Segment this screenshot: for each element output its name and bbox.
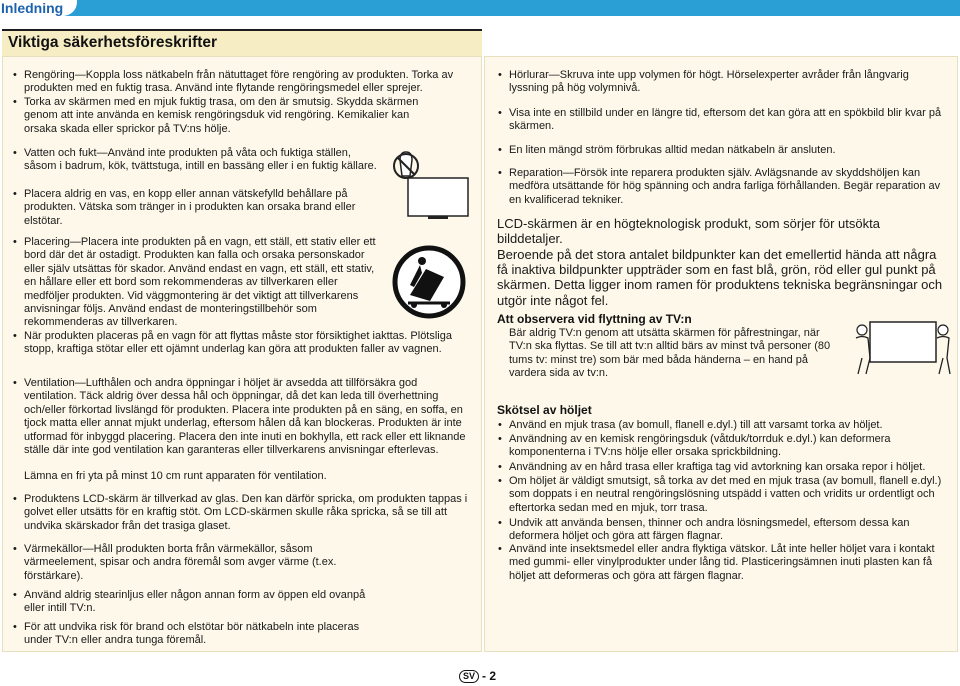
care-heading: Skötsel av höljet: [497, 403, 592, 417]
ventilation-bullet: • Ventilation—Lufthålen och andra öppningar i höljet är avsedda att tillförsäkra god ventilation. Täck aldrig över dessa hål och öppningar, då det kan leda till överhettning och/eller förkortad livslängd för produkten. Placera inte produkten på en säng, en soffa, en tjock matta eller annat mjukt underlag, eftersom hålen då kan blockeras. Produkten är inte utformad för inbyggd placering. Placera den inte inuti en bokhylla, ett rack eller ett liknande ställe där inte god ventilation kan garanteras eller tillverkarens anvisningar efterlevas.: [24, 377, 472, 457]
care-bullet-2: • Användning av en kemisk rengöringsduk (våtduk/torrduk e.dyl.) kan deformera komponenterna i TV:ns hölje eller orsaka sprickbildning.: [509, 433, 949, 460]
screen-cleaning-bullet: • Torka av skärmen med en mjuk fuktig trasa, om den är smutsig. Skydda skärmen genom att inte använda en kemisk rengöringsduk vid rengöring. Kemikalier kan orsaka skada eller sprickor på TV:ns hölje.: [24, 96, 444, 136]
page-number-text: - 2: [482, 669, 497, 683]
care-bullet-3: • Användning av en hård trasa eller kraftiga tag vid avtorkning kan orsaka repor i höljet.: [509, 461, 954, 474]
placement-bullet: • Placering—Placera inte produkten på en vagn, ett ställ, ett stativ eller ett bord där det är ostadigt. Produkten kan falla och orsaka personskador eller själv utsättas för skador. Använd endast en vagn, ett ställ, ett stativ, en hållare eller ett bord som rekommenderas av tillverkaren eller medföljer produkten. Vid väggmontering är det viktigt att tillverkarens anvisningar följs. Använd endast de monteringstillbehör som rekommenderas av tillverkaren.: [24, 236, 377, 330]
cart-warning-icon: [392, 245, 466, 319]
page-title: Inledning: [0, 0, 77, 16]
care-bullet-1: • Använd en mjuk trasa (av bomull, flanell e.dyl.) till att varsamt torka av höljet.: [509, 419, 949, 432]
still-image-bullet: • Visa inte en stillbild under en längre tid, eftersom det kan göra att en spökbild blir kvar på skärmen.: [509, 107, 949, 134]
cart-bullet: • När produkten placeras på en vagn för att flyttas måste stor försiktighet iakttas. Plötsliga stopp, kraftiga stötar eller ett ojämnt underlag kan göra att produkten faller av vagnen.: [24, 330, 472, 357]
lcd-intro: LCD-skärmen är en högteknologisk produkt, som sörjer för utsökta bilddetaljer.: [497, 216, 880, 247]
water-bullet: • Vatten och fukt—Använd inte produkten på våta och fuktiga ställen, såsom i badrum, kök, tvättstuga, intill en bassäng eller i en fuktig källare.: [24, 147, 379, 174]
cleaning-bullet: • Rengöring—Koppla loss nätkabeln från nätuttaget före rengöring av produkten. Torka av produkten med en fuktig trasa. Använd inte flytande rengöringsmedel eller sprejer.: [24, 69, 474, 96]
glass-bullet: • Produktens LCD-skärm är tillverkad av glas. Den kan därför spricka, om produkten tappas i golvet eller utsätts för en kraftig stöt. Om LCD-skärmen skulle råka spricka, så se till att undvika skärskador från det trasiga glaset.: [24, 493, 472, 533]
moving-heading: Att observera vid flyttning av TV:n: [497, 312, 692, 326]
page-number: [459, 669, 496, 683]
care-bullet-4: • Om höljet är väldigt smutsigt, så torka av det med en mjuk trasa (av bomull, flanell e.dyl.) som doppats i en neutral rengöringslösning utspädd i vatten och vridits ur ordentligt och eftertorka sedan med en mjuk, torr trasa.: [509, 475, 949, 515]
repair-bullet: • Reparation—Försök inte reparera produkten själv. Avlägsnande av skyddshöljen kan medföra utsättande för hög spänning och andra farliga förhållanden. Begär reparation av en kvalificerad tekniker.: [509, 167, 949, 207]
cable-bullet: • För att undvika risk för brand och elstötar bör nätkabeln inte placeras under TV:n eller andra tunga föremål.: [24, 621, 384, 648]
section-title: Viktiga säkerhetsföreskrifter: [8, 34, 218, 51]
standby-power-bullet: • En liten mängd ström förbrukas alltid medan nätkabeln är ansluten.: [509, 144, 949, 157]
ventilation-note: Lämna en fri yta på minst 10 cm runt apparaten för ventilation.: [24, 470, 327, 482]
heat-bullet: • Värmekällor—Håll produkten borta från värmekällor, såsom värmeelement, spisar och andra föremål som avger värme (t.ex. förstärkare).: [24, 543, 384, 583]
vase-bullet: • Placera aldrig en vas, en kopp eller annan vätskefylld behållare på produkten. Vätska som tränger in i produkten kan orsaka brand eller elstötar.: [24, 188, 379, 228]
header-bar: [0, 0, 960, 16]
two-person-carry-icon: [852, 314, 952, 376]
no-vase-icon: [388, 150, 470, 220]
section-heading: [2, 29, 482, 56]
moving-text: Bär aldrig TV:n genom att utsätta skärmen för påfrestningar, när TV:n ska flyttas. Se till att tv:n alltid bärs av minst två personer (80 tums tv: minst tre) som bär med båda händerna – en hand på vardera sida av tv:n.: [509, 327, 831, 380]
headphones-bullet: • Hörlurar—Skruva inte upp volymen för högt. Hörselexperter avråder från långvarig lyssning på hög volymnivå.: [509, 69, 949, 96]
candle-bullet: • Använd aldrig stearinljus eller någon annan form av öppen eld ovanpå eller intill TV:n.: [24, 589, 384, 616]
care-bullet-5: • Undvik att använda bensen, thinner och andra lösningsmedel, eftersom dessa kan deformera höljet och göra att färgen flagnar.: [509, 517, 949, 544]
language-badge: SV: [459, 670, 479, 683]
lcd-pixels: Beroende på det stora antalet bildpunkter kan det emellertid hända att några få inaktiva bildpunkter uppträder som en fast blå, grön, röd eller gul punkt på skärmen. Detta ligger inom ramen för produktens tekniska begränsningar och utgör inte något fel.: [497, 247, 943, 308]
care-bullet-6: • Använd inte insektsmedel eller andra flyktiga vätskor. Låt inte heller höljet vara i kontakt med gummi- eller vinylprodukter under lång tid. Plasticeringsämnen inuti plasten kan få höljet att deformeras och göra att färgen flagnar.: [509, 543, 949, 583]
